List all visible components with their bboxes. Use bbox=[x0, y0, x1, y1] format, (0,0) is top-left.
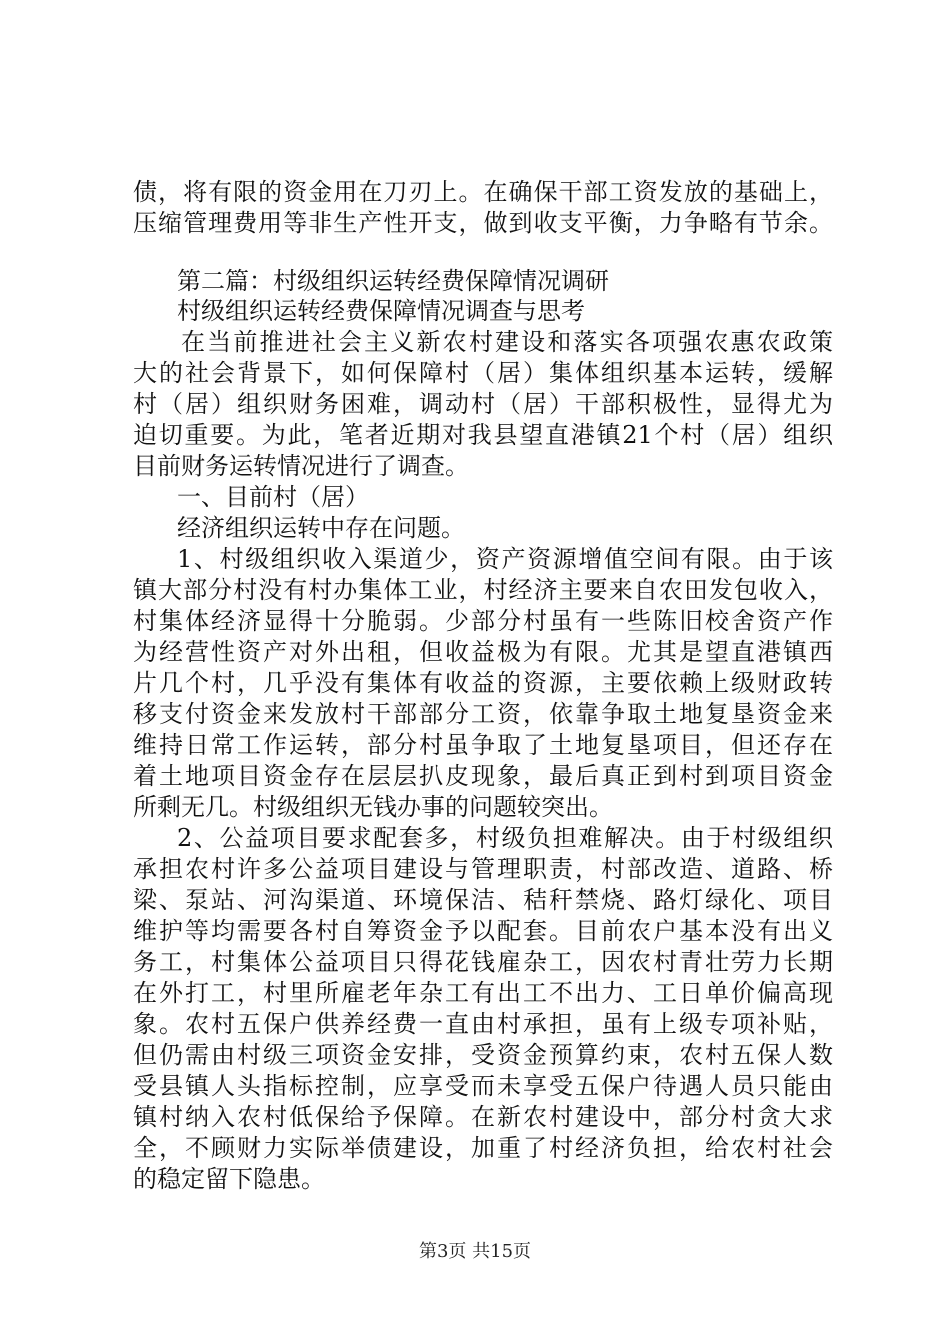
text-line: 目前财务运转情况进行了调查。 bbox=[133, 452, 469, 480]
text-line: 维护等均需要各村自筹资金予以配套。目前农户基本没有出义 bbox=[133, 917, 833, 945]
text-line: 承担农村许多公益项目建设与管理职责，村部改造、道路、桥 bbox=[133, 855, 833, 883]
page-number: 第3页 共15页 bbox=[418, 1241, 532, 1262]
text-line: 所剩无几。村级组织无钱办事的问题较突出。 bbox=[133, 793, 613, 821]
text-line: 移支付资金来发放村干部部分工资，依靠争取土地复垦资金来 bbox=[133, 700, 833, 728]
section-title: 第二篇：村级组织运转经费保障情况调研 bbox=[177, 267, 609, 295]
text-line: 大的社会背景下，如何保障村（居）集体组织基本运转，缓解 bbox=[133, 359, 833, 387]
text-line: 经济组织运转中存在问题。 bbox=[177, 514, 465, 542]
text-line: 压缩管理费用等非生产性开支，做到收支平衡，力争略有节余。 bbox=[133, 209, 833, 237]
text-line: 全，不顾财力实际举债建设，加重了村经济负担，给农村社会 bbox=[133, 1134, 833, 1162]
text-line: 村集体经济显得十分脆弱。少部分村虽有一些陈旧校舍资产作 bbox=[133, 607, 833, 635]
text-line: 镇村纳入农村低保给予保障。在新农村建设中，部分村贪大求 bbox=[133, 1103, 833, 1131]
text-line: 在外打工，村里所雇老年杂工有出工不出力、工日单价偏高现 bbox=[133, 979, 833, 1007]
text-line: 受县镇人头指标控制，应享受而未享受五保户待遇人员只能由 bbox=[133, 1072, 833, 1100]
text-line: 着土地项目资金存在层层扒皮现象，最后真正到村到项目资金 bbox=[133, 762, 833, 790]
text-line: 在当前推进社会主义新农村建设和落实各项强农惠农政策 bbox=[181, 328, 833, 356]
text-line: 镇大部分村没有村办集体工业，村经济主要来自农田发包收入， bbox=[133, 576, 833, 604]
text-line: 维持日常工作运转，部分村虽争取了土地复垦项目，但还存在 bbox=[133, 731, 833, 759]
text-line: 迫切重要。为此，笔者近期对我县望直港镇21个村（居）组织 bbox=[133, 421, 833, 449]
text-line: 的稳定留下隐患。 bbox=[133, 1165, 325, 1193]
article-subtitle: 村级组织运转经费保障情况调查与思考 bbox=[177, 297, 585, 325]
text-line: 但仍需由村级三项资金安排，受资金预算约束，农村五保人数 bbox=[133, 1041, 833, 1069]
text-line: 债，将有限的资金用在刀刃上。在确保干部工资发放的基础上， bbox=[133, 178, 833, 206]
text-line: 象。农村五保户供养经费一直由村承担，虽有上级专项补贴， bbox=[133, 1010, 833, 1038]
text-line: 村（居）组织财务困难，调动村（居）干部积极性，显得尤为 bbox=[133, 390, 833, 418]
text-line: 1、村级组织收入渠道少，资产资源增值空间有限。由于该 bbox=[177, 545, 833, 573]
text-line: 为经营性资产对外出租，但收益极为有限。尤其是望直港镇西 bbox=[133, 638, 833, 666]
text-line: 片几个村，几乎没有集体有收益的资源，主要依赖上级财政转 bbox=[133, 669, 833, 697]
text-line: 务工，村集体公益项目只得花钱雇杂工，因农村青壮劳力长期 bbox=[133, 948, 833, 976]
text-line: 梁、泵站、河沟渠道、环境保洁、秸秆禁烧、路灯绿化、项目 bbox=[133, 886, 833, 914]
text-line: 2、公益项目要求配套多，村级负担难解决。由于村级组织 bbox=[177, 824, 833, 852]
section-heading: 一、目前村（居） bbox=[177, 483, 369, 511]
